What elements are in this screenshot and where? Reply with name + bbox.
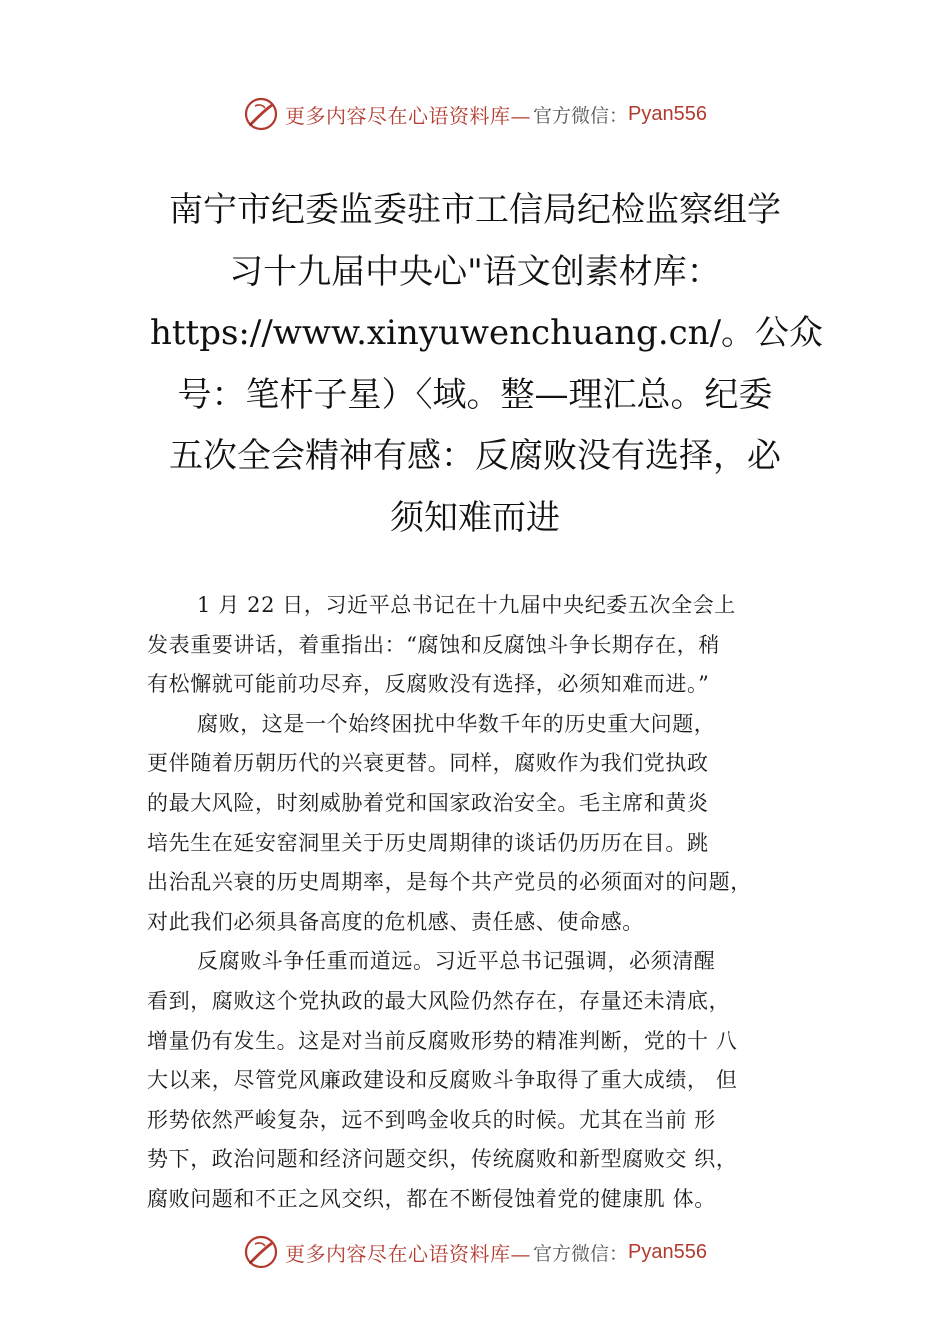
body-line: 出治乱兴衰的历史周期率，是每个共产党员的必须面对的问题， [147,870,752,895]
body-line: 发表重要讲话，着重指出：“腐蚀和反腐蚀斗争长期存在，稍 [147,632,720,657]
banner-text: 更多内容尽在心语资料库— [285,1241,531,1266]
body-line: 腐败，这是一个始终困扰中华数千年的历史重大问题， [197,711,716,736]
pen-logo-icon [243,1234,279,1270]
body-line: 增量仍有发生。这是对当前反腐败形势的精准判断，党的十 八 [147,1028,738,1053]
body-line: 反腐败斗争任重而道远。习近平总书记强调，必须清醒 [197,949,716,974]
body-line: 培先生在延安窑洞里关于历史周期律的谈话仍历历在目。跳 [147,830,709,855]
title-line: 习十九届中央心"语文创素材库： [229,251,721,292]
title-line: https://www.xinyuwenchuang.cn/。公众 [150,313,824,353]
banner-wechat-label: 官方微信： [533,1242,629,1265]
title-line: 五次全会精神有感：反腐败没有选择，必 [169,436,781,476]
body-line: 势下，政治问题和经济问题交织，传统腐败和新型腐败交 织， [147,1147,738,1172]
body-line: 更伴随着历朝历代的兴衰更替。同样，腐败作为我们党执政 [147,751,709,776]
footer-banner [0,1232,950,1272]
title-line: 号：笔杆子星）〈域。整—理汇总。纪委 [177,374,773,415]
title-line: 须知难而进 [390,497,560,538]
banner-wechat-id: Pyan556 [628,102,707,125]
pen-logo-icon [243,96,279,132]
body-line: 形势依然严峻复杂，远不到鸣金收兵的时候。尤其在当前 形 [147,1107,716,1132]
document-title [150,180,824,549]
title-line: 南宁市纪委监委驻市工信局纪检监察组学 [169,190,781,230]
banner-wechat-label: 官方微信： [533,104,629,127]
banner-wechat-id: Pyan556 [628,1240,707,1263]
body-line: 对此我们必须具备高度的危机感、责任感、使命感。 [147,909,644,934]
document-body [147,586,837,1220]
body-line: 大以来，尽管党风廉政建设和反腐败斗争取得了重大成绩， 但 [147,1068,738,1093]
body-line: 1 月 22 日，习近平总书记在十九届中央纪委五次全会上 [197,593,736,617]
banner-text: 更多内容尽在心语资料库— [285,103,531,128]
header-banner [0,94,950,134]
body-line: 看到，腐败这个党执政的最大风险仍然存在，存量还未清底， [147,988,731,1013]
body-line: 腐败问题和不正之风交织，都在不断侵蚀着党的健康肌 体。 [147,1186,716,1211]
body-line: 有松懈就可能前功尽弃，反腐败没有选择，必须知难而进。” [147,672,710,697]
body-line: 的最大风险，时刻威胁着党和国家政治安全。毛主席和黄炎 [147,790,709,815]
